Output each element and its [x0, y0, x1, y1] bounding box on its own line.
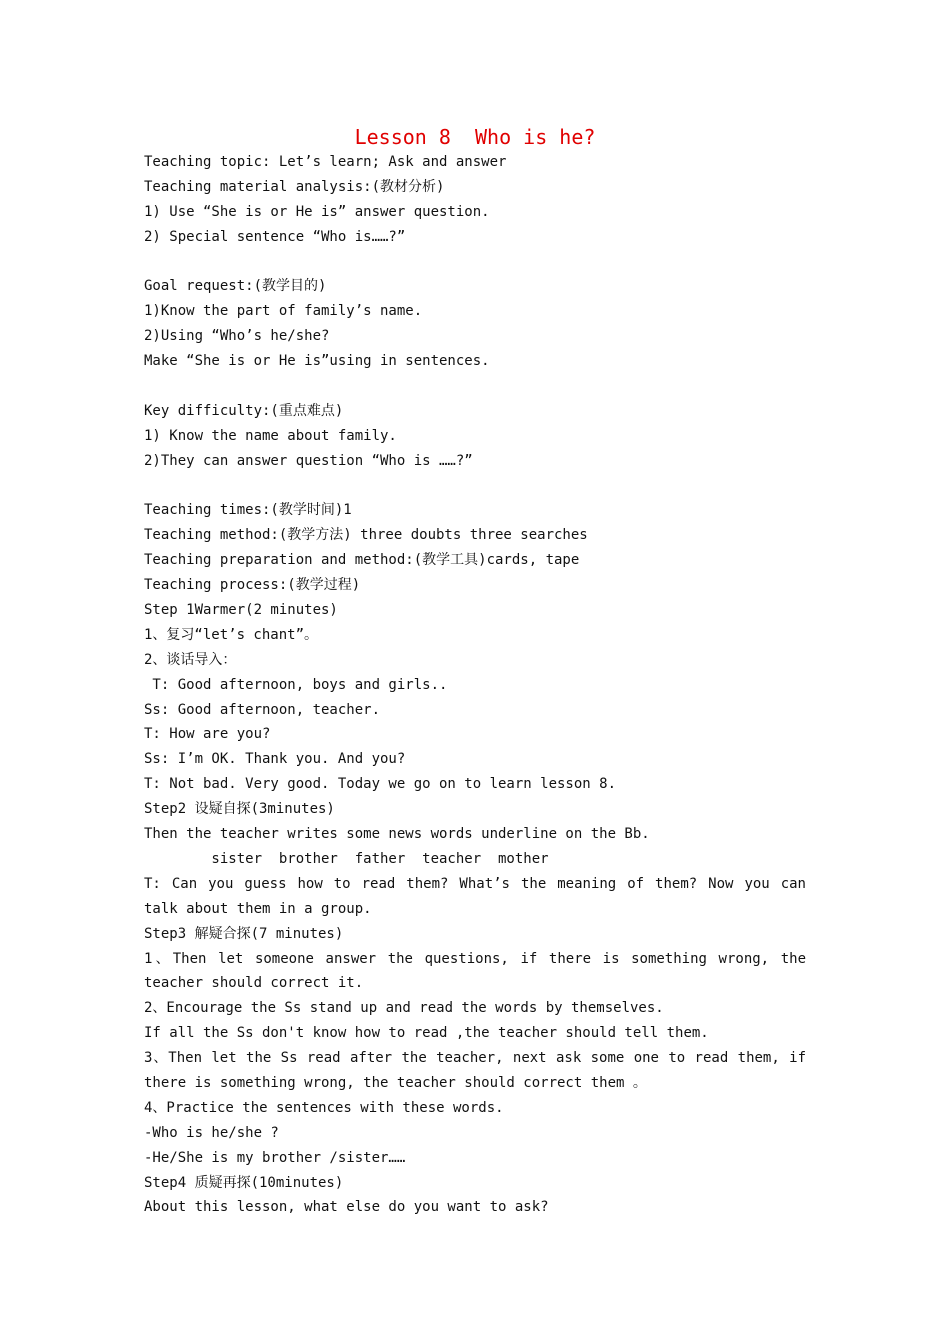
text-line: T: Can you guess how to read them? What’s the meaning of them? Now you can: [144, 875, 806, 892]
text-line: sister brother father teacher mother: [144, 850, 549, 867]
text-line: If all the Ss don't know how to read ,the teacher should tell them.: [144, 1025, 709, 1042]
text-line: Teaching times:(教学时间)1: [144, 502, 352, 519]
text-line: 2)Using “Who’s he/she?: [144, 328, 330, 345]
text-line: Step 1Warmer(2 minutes): [144, 602, 338, 619]
text-line: Teaching topic: Let’s learn; Ask and answer: [144, 154, 507, 170]
document-title: Lesson 8 Who is he?: [354, 125, 596, 149]
text-line: 2、谈话导入：: [144, 651, 237, 668]
text-line: Teaching material analysis:(教材分析): [144, 178, 445, 195]
text-line: Goal request:(教学目的): [144, 278, 327, 295]
text-line: Then the teacher writes some news words underline on the Bb.: [144, 826, 650, 843]
text-line: 2、Encourage the Ss stand up and read the words by themselves.: [144, 1000, 664, 1017]
text-line: there is something wrong, the teacher should correct them 。: [144, 1074, 647, 1091]
blank-line: [144, 250, 806, 275]
text-line: talk about them in a group.: [144, 900, 372, 917]
text-line: Key difficulty:(重点难点): [144, 402, 344, 419]
text-line: 1) Know the name about family.: [144, 427, 397, 444]
text-line: T: How are you?: [144, 726, 271, 743]
document-body: [144, 150, 806, 1220]
text-line: Teaching preparation and method:(教学工具)cards, tape: [144, 552, 580, 569]
text-line: Step2 设疑自探(3minutes): [144, 801, 335, 818]
text-line: T: Not bad. Very good. Today we go on to learn lesson 8.: [144, 776, 617, 793]
text-line: T: Good afternoon, boys and girls..: [144, 676, 448, 693]
text-line: Ss: I’m OK. Thank you. And you?: [144, 751, 406, 768]
text-line: 2) Special sentence “Who is……?”: [144, 228, 406, 245]
text-line: About this lesson, what else do you want to ask?: [144, 1199, 549, 1216]
text-line: Ss: Good afternoon, teacher.: [144, 701, 381, 718]
text-line: 1) Use “She is or He is” answer question.: [144, 203, 490, 220]
blank-line: [144, 374, 806, 399]
text-line: 1)Know the part of family’s name.: [144, 303, 423, 320]
text-line: -Who is he/she ?: [144, 1124, 279, 1141]
text-line: Make “She is or He is”using in sentences.: [144, 353, 490, 370]
text-line: Teaching process:(教学过程): [144, 577, 361, 594]
text-line: Teaching method:(教学方法) three doubts three searches: [144, 527, 588, 544]
text-line: 4、Practice the sentences with these words.: [144, 1099, 504, 1116]
text-line: 3、Then let the Ss read after the teacher, next ask some one to read them, if: [144, 1050, 806, 1067]
text-line: teacher should correct it.: [144, 975, 364, 992]
text-line: 1、复习“let’s chant”。: [144, 626, 319, 643]
text-line: 2)They can answer question “Who is ……?”: [144, 452, 473, 469]
blank-line: [144, 474, 806, 499]
text-line: 1、Then let someone answer the questions, if there is something wrong, the: [144, 950, 806, 967]
text-line: Step4 质疑再探(10minutes): [144, 1174, 344, 1191]
text-line: Step3 解疑合探(7 minutes): [144, 925, 344, 942]
text-line: -He/She is my brother /sister……: [144, 1149, 406, 1166]
